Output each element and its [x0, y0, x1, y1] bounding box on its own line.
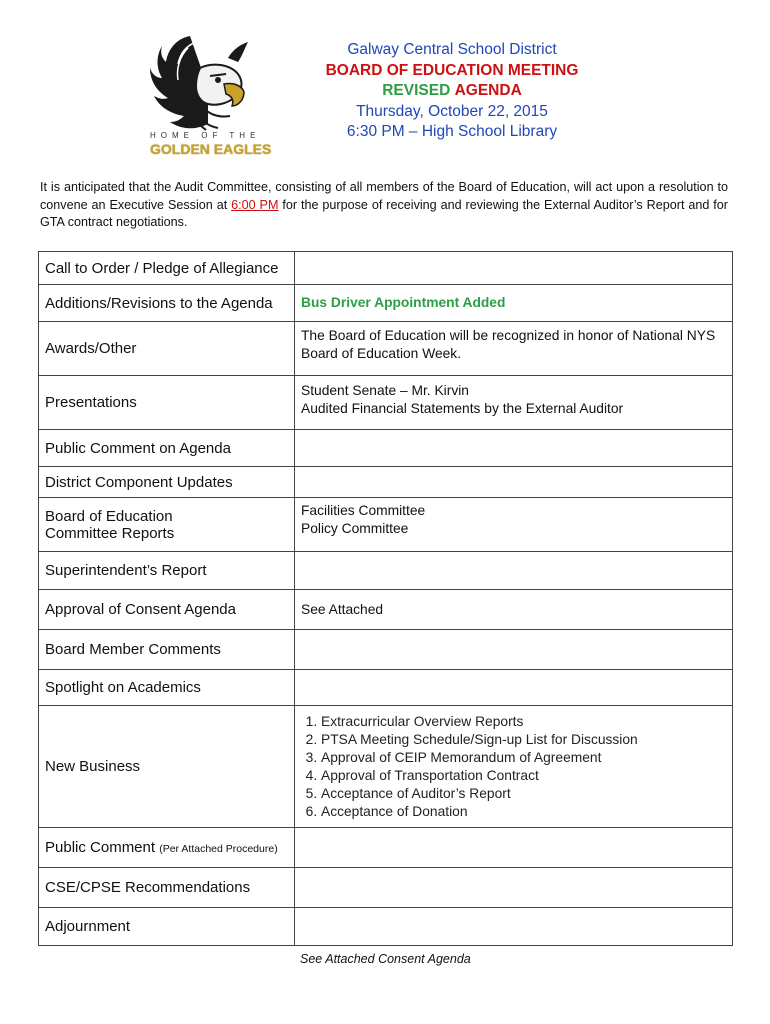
presentations-label: Presentations — [39, 376, 295, 430]
awards-label: Awards/Other — [39, 322, 295, 376]
table-row — [39, 322, 733, 376]
member-comments-label: Board Member Comments — [39, 630, 295, 670]
table-row — [39, 430, 733, 467]
board-reports-line-2: Committee Reports — [45, 524, 175, 542]
intro-paragraph — [40, 179, 728, 232]
spotlight-label: Spotlight on Academics — [39, 670, 295, 706]
table-row — [39, 670, 733, 706]
table-row — [39, 706, 733, 828]
logo-golden-eagles-text: GOLDEN EAGLES — [150, 141, 272, 157]
new-business-note — [295, 706, 733, 828]
intro-text-after: for the purpose of receiving and reviewing the External Auditor’s Report and for GTA contract negotiations. — [40, 197, 728, 229]
list-item: 5. Acceptance of Auditor’s Report — [321, 785, 726, 803]
consent-label: Approval of Consent Agenda — [39, 590, 295, 630]
table-row — [39, 630, 733, 670]
table-row — [39, 908, 733, 946]
superintendent-label: Superintendent’s Report — [39, 552, 295, 590]
revised-label: REVISED — [382, 82, 451, 99]
table-row — [39, 498, 733, 552]
meeting-time-place: 6:30 PM – High School Library — [346, 123, 558, 140]
board-reports-line-1: Board of Education — [45, 507, 173, 525]
list-item: 1. Extracurricular Overview Reports — [321, 713, 726, 731]
additions-note: Bus Driver Appointment Added — [301, 295, 506, 310]
policy-committee: Policy Committee — [301, 521, 409, 536]
district-name: Galway Central School District — [347, 41, 557, 58]
table-row — [39, 285, 733, 322]
executive-session-time-link[interactable]: 6:00 PM — [231, 197, 279, 212]
agenda-header — [262, 40, 642, 143]
list-item: 3. Approval of CEIP Memorandum of Agreement — [321, 749, 726, 767]
public-comment-procedure: (Per Attached Procedure) — [159, 843, 278, 855]
list-item: 4. Approval of Transportation Contract — [321, 767, 726, 785]
meeting-date: Thursday, October 22, 2015 — [356, 102, 548, 120]
board-reports-note — [295, 498, 733, 552]
table-row — [39, 868, 733, 908]
new-business-list — [301, 713, 726, 821]
table-row — [39, 376, 733, 430]
table-row — [39, 828, 733, 868]
consent-note: See Attached — [295, 590, 733, 630]
awards-note: The Board of Education will be recognized in honor of National NYS Board of Education Week. — [295, 322, 733, 376]
table-row — [39, 552, 733, 590]
board-reports-label — [39, 498, 295, 552]
adjournment-label: Adjournment — [39, 908, 295, 946]
meeting-title: BOARD OF EDUCATION MEETING — [325, 61, 579, 79]
logo-home-text: HOME OF THE — [150, 131, 261, 140]
footer-note: See Attached Consent Agenda — [300, 952, 471, 966]
table-row — [39, 590, 733, 630]
additions-label: Additions/Revisions to the Agenda — [39, 285, 295, 322]
agenda-table — [38, 251, 733, 946]
district-updates-label: District Component Updates — [39, 467, 295, 498]
facilities-committee: Facilities Committee — [301, 503, 426, 518]
new-business-label: New Business — [39, 706, 295, 828]
presentations-line-1: Student Senate – Mr. Kirvin — [301, 383, 469, 398]
table-row — [39, 252, 733, 285]
revised-agenda-line — [262, 81, 642, 102]
public-comment-label: Public Comment (Per Attached Procedure) — [39, 828, 295, 868]
call-to-order-label: Call to Order / Pledge of Allegiance — [39, 252, 295, 285]
list-item: 6. Acceptance of Donation — [321, 803, 726, 821]
intro-text-before: It is anticipated that the Audit Committee, consisting of all members of the Board of Education, will act upon a resolution to convene an Executive Session at — [40, 180, 728, 212]
public-comment-agenda-label: Public Comment on Agenda — [39, 430, 295, 467]
presentations-line-2: Audited Financial Statements by the External Auditor — [301, 401, 624, 416]
agenda-label: AGENDA — [454, 82, 522, 99]
table-row — [39, 467, 733, 498]
call-to-order-note — [295, 252, 733, 285]
cse-label: CSE/CPSE Recommendations — [39, 868, 295, 908]
presentations-note — [295, 376, 733, 430]
list-item: 2. PTSA Meeting Schedule/Sign-up List for Discussion — [321, 731, 726, 749]
